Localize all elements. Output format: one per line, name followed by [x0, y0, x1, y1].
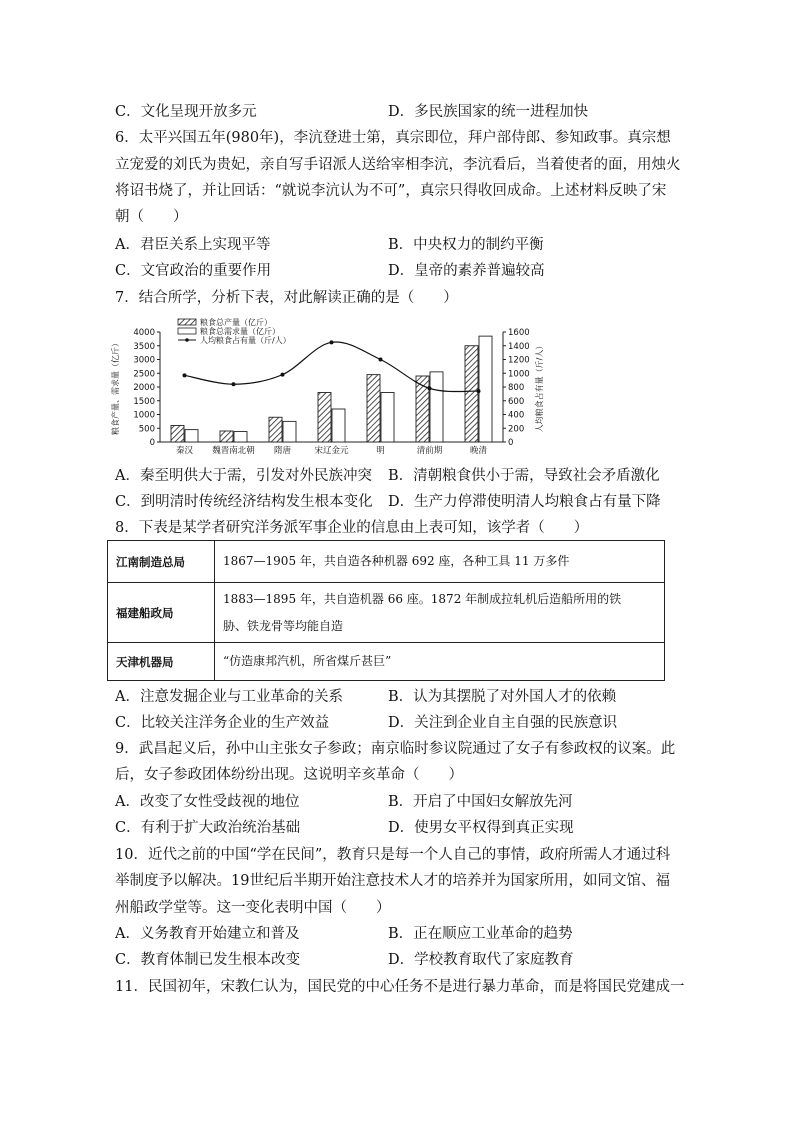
q8-info-table [107, 540, 665, 681]
q5-option-c[interactable]: C．文化呈现开放多元 [115, 104, 257, 120]
legend-swatch-demand [178, 328, 196, 334]
q10-option-b[interactable]: B．正在顺应工业革命的趋势 [388, 926, 573, 942]
q9-option-a[interactable]: A．改变了女性受歧视的地位 [115, 794, 300, 810]
right-axis-title: 人均粮食占有量（斤/人） [535, 341, 544, 433]
q6-stem-line-3: 将诏书烧了，并让回话：“就说李沆认为不可”，真宗只得收回成命。上述材料反映了宋 [115, 183, 667, 199]
q9-stem-line-2: 后，女子参政团体纷纷出现。这说明辛亥革命（ ） [115, 767, 463, 783]
legend-swatch-production [178, 319, 196, 325]
bar-demand [479, 336, 492, 442]
q6-option-a[interactable]: A．君臣关系上实现平等 [115, 237, 271, 253]
right-tick-label: 1000 [508, 369, 530, 380]
company-desc-line: 1867—1905 年，共自造各种机器 692 座，各种工具 11 万多件 [223, 554, 570, 568]
company-desc [215, 643, 665, 681]
q6-stem-line-2: 立宠爱的刘氏为贵妃，亲自写手诏派人送给宰相李沆，李沆看后，当着使者的面，用烛火 [115, 157, 681, 173]
x-tick-label: 魏晋南北朝 [212, 446, 255, 456]
q8-options-row-1 [115, 687, 695, 707]
line-point [330, 340, 334, 344]
q9-option-c[interactable]: C．有利于扩大政治统治基础 [115, 820, 301, 836]
bar-production [367, 375, 380, 442]
legend-label-production: 粮食总产量（亿斤） [200, 318, 272, 327]
q8-options-row-2 [115, 713, 695, 733]
q5-option-d[interactable]: D．多民族国家的统一进程加快 [388, 104, 589, 120]
bar-demand [283, 421, 296, 442]
left-tick-label: 0 [149, 438, 155, 448]
bar-demand [185, 430, 198, 442]
x-tick-label: 晚清 [469, 446, 488, 456]
company-name: 福建船政局 [108, 583, 215, 643]
q7-stem: 7．结合所学，分析下表，对此解读正确的是（ ） [115, 290, 458, 306]
x-tick-label: 隋唐 [273, 446, 292, 456]
table-row [108, 541, 665, 583]
q7-option-c[interactable]: C．到明清时传统经济结构发生根本变化 [115, 494, 373, 510]
q10-option-c[interactable]: C．教育体制已发生根本改变 [115, 952, 301, 968]
q6-option-d[interactable]: D．皇帝的素养普遍较高 [388, 263, 545, 279]
q8-option-d[interactable]: D．关注到企业自主自强的民族意识 [388, 715, 618, 731]
left-tick-label: 1000 [133, 410, 155, 421]
right-tick-label: 1400 [508, 341, 530, 352]
right-tick-label: 800 [508, 383, 525, 393]
q6-stem-line-4: 朝（ ） [115, 209, 188, 225]
line-point [183, 373, 187, 377]
q10-options-row-2 [115, 950, 695, 970]
q6-options-row-2 [115, 261, 695, 281]
line-point [281, 373, 285, 377]
q7-options-row-1 [115, 466, 695, 486]
bar-demand [430, 372, 443, 442]
company-desc [215, 541, 665, 583]
x-tick-label: 秦汉 [175, 446, 194, 456]
company-name: 江南制造总局 [108, 541, 215, 583]
q7-option-a[interactable]: A．秦至明供大于需，引发对外民族冲突 [115, 468, 372, 484]
table-row [108, 643, 665, 681]
x-tick-label: 清前期 [416, 446, 443, 456]
company-desc [215, 583, 665, 643]
legend-label-demand: 粮食总需求量（亿斤） [200, 327, 280, 336]
left-tick-label: 3000 [133, 355, 155, 366]
bar-production [269, 417, 282, 442]
bar-demand [234, 432, 247, 442]
q9-options-row-1 [115, 792, 695, 812]
bar-production [220, 431, 233, 442]
q5-options-row [115, 102, 695, 122]
line-point [428, 386, 432, 390]
table-row [108, 583, 665, 643]
q6-stem-line-1: 6．太平兴国五年(980年)，李沆登进士第，真宗即位，拜户部侍郎、参知政事。真宗想 [115, 130, 671, 146]
q8-stem: 8．下表是某学者研究洋务派军事企业的信息由上表可知，该学者（ ） [115, 520, 589, 536]
left-axis-title: 粮食产量、需求量（亿斤） [111, 339, 120, 435]
bar-production [465, 346, 478, 442]
q11-stem-line-1: 11．民国初年，宋教仁认为，国民党的中心任务不是进行暴力革命，而是将国民党建成一 [115, 979, 685, 995]
x-tick-label: 明 [376, 446, 385, 456]
q10-options-row-1 [115, 924, 695, 944]
left-tick-label: 4000 [133, 328, 155, 338]
q7-option-d[interactable]: D．生产力停滞使明清人均粮食占有量下降 [388, 494, 661, 510]
q9-stem-line-1: 9．武昌起义后，孙中山主张女子参政；南京临时参议院通过了女子有参政权的议案。此 [115, 741, 676, 757]
right-tick-label: 1600 [508, 328, 530, 338]
q9-options-row-2 [115, 818, 695, 838]
left-tick-label: 1500 [133, 396, 155, 407]
left-tick-label: 2500 [133, 369, 155, 380]
q10-stem-line-2: 举制度予以解决。19世纪后半期开始注意技术人才的培养并为国家所用，如同文馆、福 [115, 873, 670, 889]
bar-production [318, 393, 331, 443]
line-point [379, 358, 383, 362]
q7-option-b[interactable]: B．清朝粮食供小于需，导致社会矛盾激化 [388, 468, 660, 484]
bar-production [171, 426, 184, 443]
q8-option-a[interactable]: A．注意发掘企业与工业革命的关系 [115, 689, 343, 705]
q6-option-b[interactable]: B．中央权力的制约平衡 [388, 237, 544, 253]
company-name: 天津机器局 [108, 643, 215, 681]
grain-chart [108, 316, 548, 458]
q10-stem-line-3: 州船政学堂等。这一变化表明中国（ ） [115, 900, 391, 916]
right-tick-label: 0 [508, 438, 514, 448]
q10-stem-line-1: 10．近代之前的中国“学在民间”，教育只是每一个人自己的事情，政府所需人才通过科 [115, 847, 671, 863]
company-desc-line: “仿造康邦汽机，所省煤斤甚巨” [223, 654, 392, 668]
left-tick-label: 500 [138, 424, 155, 435]
left-tick-label: 2000 [133, 383, 155, 393]
company-desc-line: 胁、铁龙骨等均能自造 [223, 618, 344, 633]
right-tick-label: 1200 [508, 355, 530, 366]
company-desc-line: 1883—1895 年，共自造机器 66 座。1872 年制成拉轧机后造船所用的铁 [223, 591, 622, 606]
q7-options-row-2 [115, 492, 695, 512]
q6-option-c[interactable]: C．文官政治的重要作用 [115, 263, 272, 279]
legend-swatch-per-capita-dot [185, 338, 189, 342]
right-tick-label: 400 [508, 410, 525, 421]
bar-demand [381, 393, 394, 443]
q9-option-d[interactable]: D．使男女平权得到真正实现 [388, 820, 574, 836]
x-tick-label: 宋辽金元 [314, 446, 349, 456]
q10-option-d[interactable]: D．学校教育取代了家庭教育 [388, 952, 574, 968]
right-tick-label: 600 [508, 396, 525, 407]
legend-label-per-capita: 人均粮食占有量（斤/人） [200, 336, 291, 345]
q9-option-b[interactable]: B．开启了中国妇女解放先河 [388, 794, 573, 810]
q10-option-a[interactable]: A．义务教育开始建立和普及 [115, 926, 300, 942]
bar-demand [332, 409, 345, 442]
q6-options-row-1 [115, 235, 695, 255]
left-tick-label: 3500 [133, 341, 155, 352]
right-tick-label: 200 [508, 424, 525, 435]
q8-option-c[interactable]: C．比较关注洋务企业的生产效益 [115, 715, 330, 731]
line-point [477, 389, 481, 393]
q8-option-b[interactable]: B．认为其摆脱了对外国人才的依赖 [388, 689, 617, 705]
line-point [232, 382, 236, 386]
